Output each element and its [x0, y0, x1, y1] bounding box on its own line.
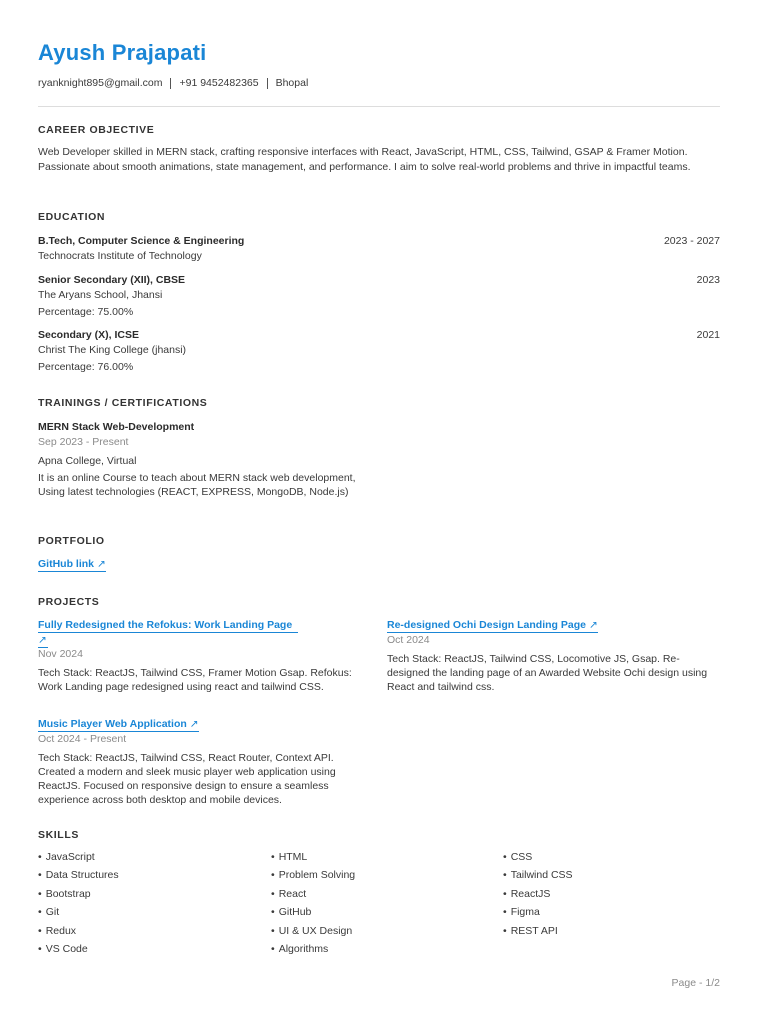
skill-item — [38, 943, 258, 961]
skill-item — [271, 851, 491, 869]
project-title: Fully Redesigned the Refokus: Work Landing Page — [38, 619, 293, 631]
education-date: 2021 — [696, 329, 720, 341]
education-percentage: Percentage: 75.00% — [38, 306, 134, 318]
skill-label: CSS — [510, 851, 533, 863]
email-link[interactable]: ryanknight895@gmail.com — [38, 77, 163, 89]
skill-label: Bootstrap — [45, 887, 91, 900]
skill-item — [503, 925, 703, 943]
project-date: Nov 2024 — [38, 648, 83, 660]
skill-item — [503, 906, 703, 924]
bullet-icon: • — [38, 942, 42, 955]
project-description: Tech Stack: ReactJS, Tailwind CSS, Locomotive JS, Gsap. Re-designed the landing page of an Awarded Website Ochi design using React and tailwind css. — [387, 653, 708, 693]
contact-divider — [267, 78, 268, 89]
skill-label: UI & UX Design — [278, 924, 353, 937]
github-link-label: GitHub link — [38, 558, 94, 570]
project-link[interactable] — [387, 619, 598, 633]
skill-label: Algorithms — [278, 942, 329, 955]
bullet-icon: • — [38, 887, 42, 900]
skill-label: Problem Solving — [278, 869, 356, 882]
bullet-icon: • — [503, 924, 507, 937]
bullet-icon: • — [271, 887, 275, 900]
skill-label: Tailwind CSS — [510, 869, 573, 882]
education-degree: B.Tech, Computer Science & Engineering — [38, 235, 245, 247]
skill-label: React — [278, 887, 307, 900]
training-org: Apna College, Virtual — [38, 455, 137, 467]
education-institute: The Aryans School, Jhansi — [38, 289, 163, 301]
education-degree: Senior Secondary (XII), CBSE — [38, 274, 186, 286]
skill-label: HTML — [278, 851, 308, 863]
bullet-icon: • — [271, 942, 275, 955]
skill-item — [38, 888, 258, 906]
skill-item — [38, 869, 258, 887]
education-degree: Secondary (X), ICSE — [38, 329, 139, 341]
skill-item — [503, 869, 703, 887]
training-description: It is an online Course to teach about MERN stack web development, Using latest technologies (REACT, EXPRESS, MongoDB, Node.js) — [38, 472, 356, 498]
project-date: Oct 2024 — [387, 634, 430, 646]
project-link[interactable] — [38, 619, 298, 633]
bullet-icon: • — [503, 887, 507, 900]
bullet-icon: • — [503, 869, 507, 882]
skills-column — [271, 851, 491, 961]
skill-item — [38, 925, 258, 943]
external-link-icon: ↗ — [588, 619, 598, 631]
project-title: Music Player Web Application — [38, 718, 187, 730]
bullet-icon: • — [38, 851, 42, 863]
bullet-icon: • — [503, 851, 507, 863]
skill-item — [271, 925, 491, 943]
skill-item — [271, 888, 491, 906]
section-title-skills: SKILLS — [38, 829, 79, 841]
skill-label: Data Structures — [45, 869, 119, 882]
skill-item — [38, 851, 258, 869]
bullet-icon: • — [271, 906, 275, 919]
skill-item — [271, 943, 491, 961]
bullet-icon: • — [271, 869, 275, 882]
education-date: 2023 - 2027 — [663, 235, 720, 247]
skill-label: REST API — [510, 924, 558, 937]
skill-label: ReactJS — [510, 887, 551, 900]
contact-divider — [170, 78, 171, 89]
education-institute: Technocrats Institute of Technology — [38, 250, 202, 262]
external-link-icon[interactable]: ↗ — [38, 634, 47, 646]
bullet-icon: • — [503, 906, 507, 919]
project-title: Re-designed Ochi Design Landing Page — [387, 619, 586, 631]
skills-column — [38, 851, 258, 961]
skill-item — [271, 906, 491, 924]
skill-label: GitHub — [278, 906, 312, 919]
github-link[interactable] — [38, 558, 106, 572]
contact-line — [38, 77, 308, 89]
bullet-icon: • — [38, 906, 42, 919]
bullet-icon: • — [38, 924, 42, 937]
external-link-icon: ↗ — [97, 558, 106, 570]
skill-label: Git — [45, 906, 60, 919]
section-title-career: CAREER OBJECTIVE — [38, 124, 155, 136]
training-period: Sep 2023 - Present — [38, 436, 129, 448]
phone-number[interactable]: +91 9452482365 — [179, 77, 259, 89]
bullet-icon: • — [271, 851, 275, 863]
candidate-name: Ayush Prajapati — [38, 40, 207, 65]
bullet-icon: • — [38, 869, 42, 882]
skills-column — [503, 851, 703, 943]
skill-label: JavaScript — [45, 851, 95, 863]
project-link[interactable] — [38, 718, 199, 732]
project-date: Oct 2024 - Present — [38, 733, 127, 745]
page-number: Page - 1/2 — [671, 977, 720, 989]
location: Bhopal — [275, 77, 309, 89]
skill-item — [271, 869, 491, 887]
skill-label: Figma — [510, 906, 540, 919]
training-name: MERN Stack Web-Development — [38, 421, 195, 433]
header-divider — [38, 106, 720, 107]
external-link-icon: ↗ — [189, 718, 199, 730]
section-title-portfolio: PORTFOLIO — [38, 535, 105, 547]
bullet-icon: • — [271, 924, 275, 937]
section-title-projects: PROJECTS — [38, 596, 100, 608]
education-institute: Christ The King College (jhansi) — [38, 344, 187, 356]
education-date: 2023 — [696, 274, 720, 286]
project-description: Tech Stack: ReactJS, Tailwind CSS, React Router, Context API. Created a modern and sleek music player web application using ReactJS. Focused on responsive design to ensure a seamless experience across both desktop and mobile devices. — [38, 752, 336, 806]
skill-label: Redux — [45, 924, 77, 937]
section-title-education: EDUCATION — [38, 211, 106, 223]
education-percentage: Percentage: 76.00% — [38, 361, 134, 373]
skill-item — [503, 888, 703, 906]
career-objective-text: Web Developer skilled in MERN stack, crafting responsive interfaces with React, JavaScript, HTML, CSS, Tailwind, GSAP & Framer Motion. Passionate about smooth animations, state management, and performance. I aim to solve real-world problems and thrive in impactful teams. — [38, 146, 691, 173]
section-title-trainings: TRAININGS / CERTIFICATIONS — [38, 397, 208, 409]
skill-label: VS Code — [45, 942, 88, 955]
skill-item — [38, 906, 258, 924]
project-description: Tech Stack: ReactJS, Tailwind CSS, Framer Motion Gsap. Refokus: Work Landing page redesigned using react and tailwind CSS. — [38, 667, 352, 693]
skill-item — [503, 851, 703, 869]
